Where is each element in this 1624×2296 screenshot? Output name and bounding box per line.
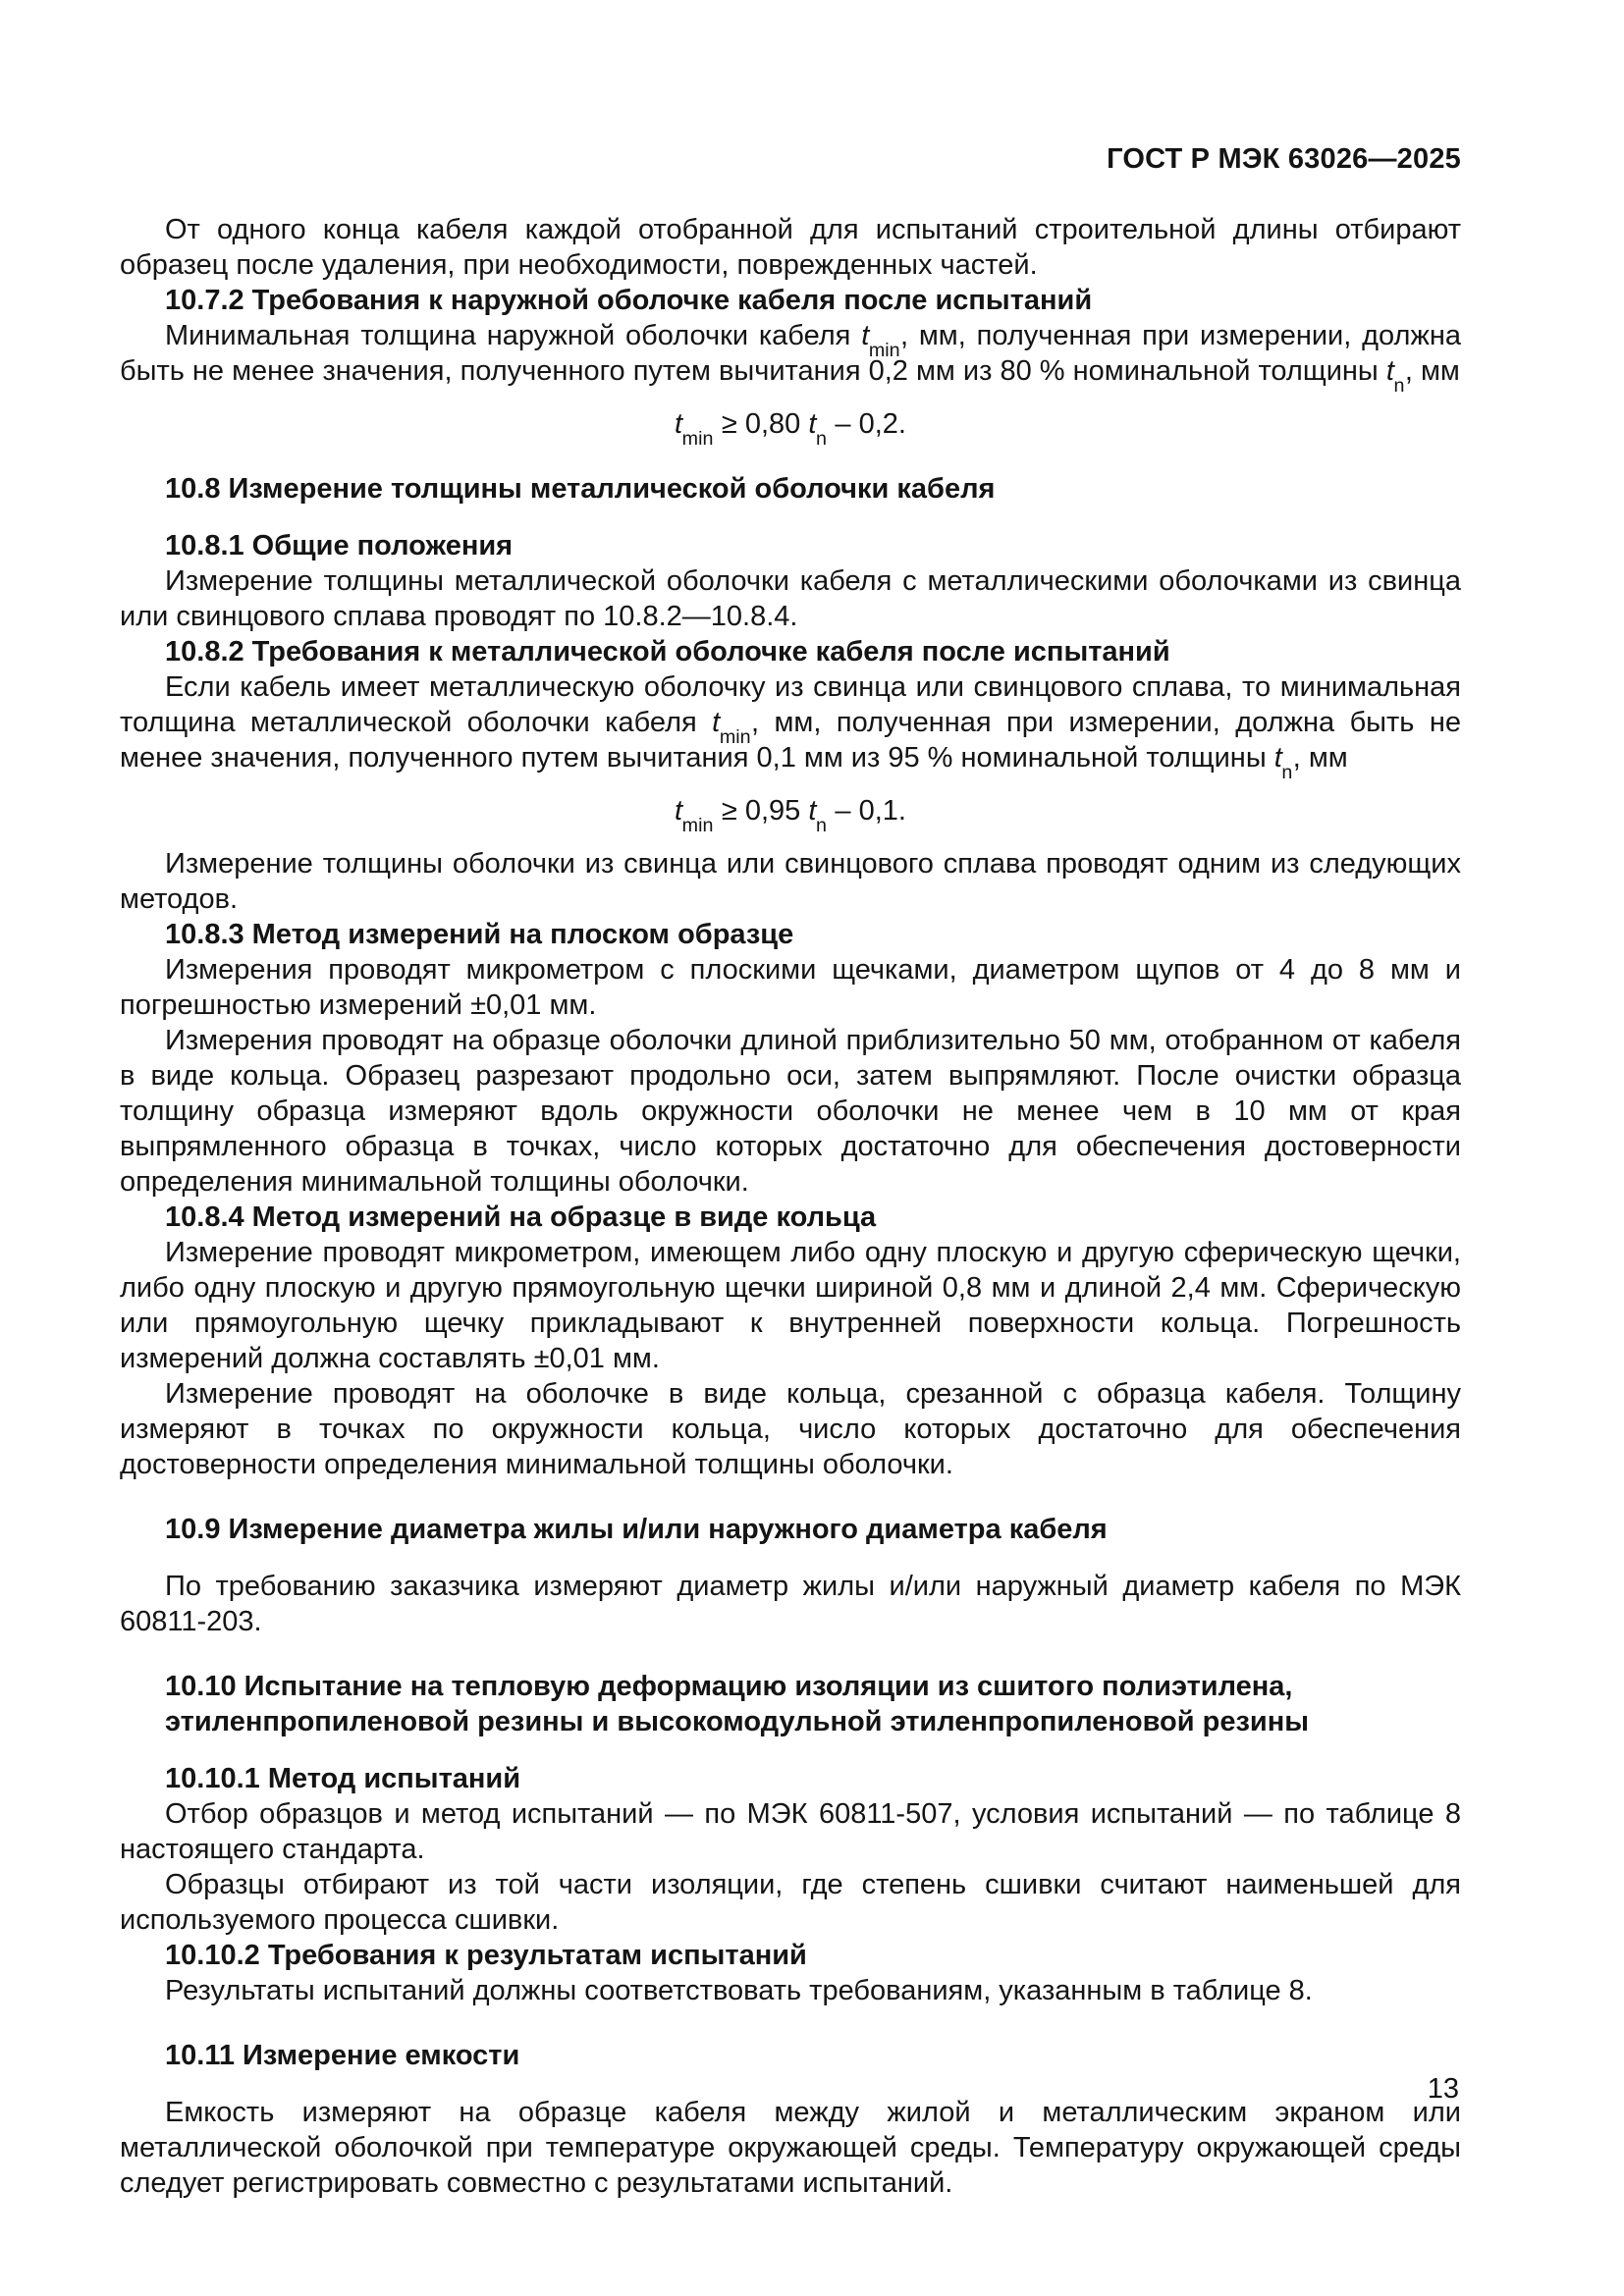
subsection-heading: 10.10.2 Требования к результатам испытаний	[165, 1940, 807, 1971]
subsection-heading: 10.8.1 Общие положения	[165, 530, 514, 561]
paragraph: Измерение проводят на оболочке в виде кольца, срезанной с образца кабеля. Толщину измеряют в точках по окружности кольца, число которых достаточно для обеспечения достоверности определения минимальной толщины оболочки.	[120, 1378, 1461, 1480]
paragraph: Минимальная толщина наружной оболочки кабеля $t_{min}$, мм, полученная при измерении, должна быть не менее значения, полученного путем вычитания 0,2 мм из 80 % номинальной толщины $t_n$, мм	[120, 320, 1461, 398]
section-heading: 10.9 Измерение диаметра жилы и/или наружного диаметра кабеля	[165, 1514, 1108, 1545]
paragraph: Измерения проводят на образце оболочки длиной приблизительно 50 мм, отобранном от кабеля в виде кольца. Образец разрезают продольно оси, затем выпрямляют. После очистки образца толщину образца измеряют вдоль окружности оболочки не менее чем в 10 мм от края выпрямленного образца в точках, число которых достаточно для обеспечения достоверности определения минимальной толщины оболочки.	[120, 1025, 1461, 1198]
paragraph: По требованию заказчика измеряют диаметр жилы и/или наружный диаметр кабеля по МЭК 60811-203.	[120, 1571, 1461, 1637]
paragraph: Если кабель имеет металлическую оболочку из свинца или свинцового сплава, то минимальная толщина металлической оболочки кабеля $t_{min}$, мм, полученная при измерении, должна быть не менее значения, полученного путем вычитания 0,1 мм из 95 % номинальной толщины $t_n$, мм	[120, 671, 1461, 784]
section-heading: 10.10 Испытание на тепловую деформацию изоляции из сшитого полиэтилена, этиленпропиленовой резины и высокомодульной этиленпропиленовой резины	[165, 1671, 1310, 1737]
formula: $t_{min} \ge 0,95$ $t_n - 0,1$.	[675, 795, 906, 837]
variable: $t_{min}$	[675, 795, 714, 837]
variable: $t_{min}$	[675, 408, 714, 451]
subsection-heading: 10.8.2 Требования к металлической оболочке кабеля после испытаний	[165, 636, 1170, 667]
doc-code: ГОСТ Р МЭК 63026—2025	[1107, 143, 1461, 175]
variable: $t_n$	[1273, 742, 1293, 784]
variable: $t_{min}$	[861, 320, 900, 362]
subsection-heading: 10.10.1 Метод испытаний	[165, 1763, 521, 1794]
paragraph: Измерение толщины оболочки из свинца или свинцового сплава проводят одним из следующих методов.	[120, 848, 1461, 915]
paragraph: Измерение толщины металлической оболочки кабеля с металлическими оболочками из свинца или свинцового сплава проводят по 10.8.2—10.8.4.	[120, 565, 1461, 632]
paragraph: Образцы отбирают из той части изоляции, где степень сшивки считают наименьшей для используемого процесса сшивки.	[120, 1869, 1461, 1936]
paragraph: Отбор образцов и метод испытаний — по МЭК 60811-507, условия испытаний — по таблице 8 настоящего стандарта.	[120, 1798, 1461, 1865]
subsection-heading: 10.7.2 Требования к наружной оболочке кабеля после испытаний	[165, 285, 1093, 316]
document-body	[120, 212, 1461, 2201]
subsection-heading: 10.8.3 Метод измерений на плоском образце	[165, 919, 794, 950]
paragraph: Результаты испытаний должны соответствовать требованиям, указанным в таблице 8.	[165, 1975, 1313, 2006]
variable: $t_n$	[1385, 355, 1405, 398]
section-heading: 10.11 Измерение емкости	[165, 2040, 520, 2071]
variable: $t_n$	[808, 795, 827, 837]
paragraph: Измерение проводят микрометром, имеющем либо одну плоскую и другую сферическую щечки, либо одну плоскую и другую прямоугольную щечки шириной 0,8 мм и длиной 2,4 мм. Сферическую или прямоугольную щечку прикладывают к внутренней поверхности кольца. Погрешность измерений должна составлять ±0,01 мм.	[120, 1237, 1461, 1374]
subsection-heading: 10.8.4 Метод измерений на образце в виде кольца	[165, 1201, 877, 1233]
paragraph: Измерения проводят микрометром с плоскими щечками, диаметром щупов от 4 до 8 мм и погрешностью измерений ±0,01 мм.	[120, 954, 1461, 1021]
page-number: 13	[1427, 2073, 1459, 2105]
variable: $t_n$	[808, 408, 827, 451]
paragraph: Емкость измеряют на образце кабеля между жилой и металлическим экраном или металлической оболочкой при температуре окружающей среды. Температуру окружающей среды следует регистрировать совместно с результатами испытаний.	[120, 2097, 1461, 2199]
formula: $t_{min} \ge 0,80$ $t_n - 0,2$.	[675, 408, 906, 451]
variable: $t_{min}$	[712, 707, 751, 749]
section-heading: 10.8 Измерение толщины металлической оболочки кабеля	[165, 473, 996, 505]
paragraph: От одного конца кабеля каждой отобранной для испытаний строительной длины отбирают образец после удаления, при необходимости, поврежденных частей.	[120, 214, 1461, 281]
